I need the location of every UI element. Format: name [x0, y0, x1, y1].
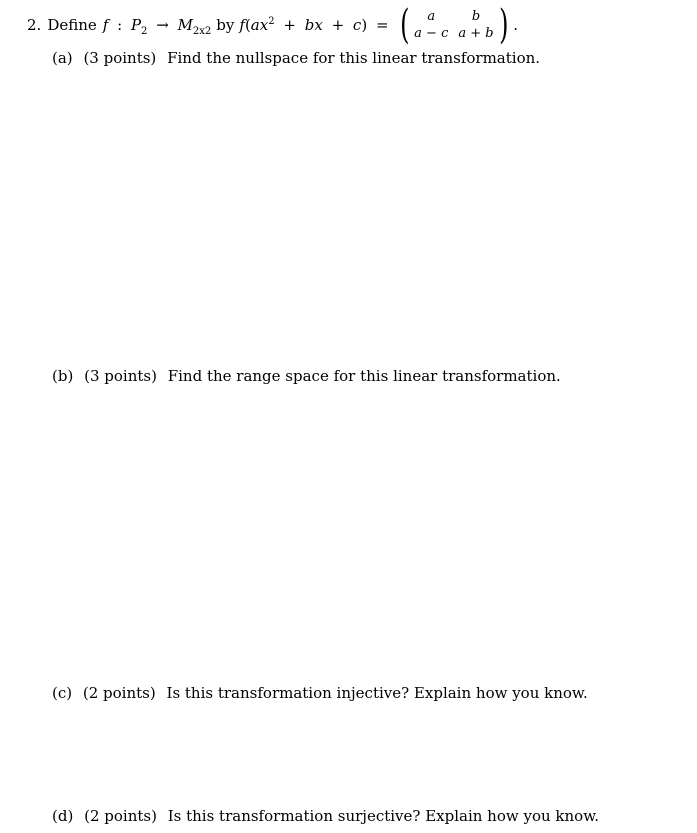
matrix-cell-22: a + b — [458, 26, 494, 41]
matrix — [397, 2, 512, 48]
function-symbol: f — [102, 16, 109, 34]
part-c-text: Is this transformation injective? Explain how you know. — [166, 684, 588, 702]
part-d-points: (2 points) — [84, 807, 157, 825]
colon-symbol: : — [117, 16, 123, 34]
function-signature — [102, 16, 212, 37]
open-paren: ( — [244, 16, 251, 34]
codomain-symbol: M — [177, 16, 193, 34]
part-a-label: (a) — [52, 49, 73, 67]
codomain-subscript: 2x2 — [192, 26, 212, 37]
matrix-cell-21: a − c — [414, 26, 449, 41]
problem-number: 2. — [27, 16, 42, 34]
matrix-left-bracket: ( — [399, 2, 410, 48]
part-b-text: Find the range space for this linear transformation. — [167, 367, 561, 385]
part-b-label: (b) — [52, 367, 74, 385]
exponent: 2 — [268, 16, 275, 27]
function-applied: f — [239, 16, 245, 34]
by-word: by — [216, 16, 235, 34]
part-d-text: Is this transformation surjective? Explain how you know. — [167, 807, 600, 825]
part-a — [52, 49, 540, 67]
term-ax: ax — [250, 16, 269, 34]
part-a-text: Find the nullspace for this linear transformation. — [167, 49, 541, 67]
matrix-grid — [414, 9, 493, 41]
matrix-right-bracket: ) — [498, 2, 509, 48]
plus-two: + — [331, 16, 345, 34]
problem-statement — [27, 2, 518, 48]
period: . — [513, 16, 518, 34]
part-c-points: (2 points) — [82, 684, 156, 702]
part-b — [52, 367, 561, 385]
part-c — [52, 684, 588, 702]
term-bx: bx — [304, 16, 323, 34]
part-d — [52, 807, 599, 825]
part-c-label: (c) — [52, 684, 73, 702]
part-a-points: (3 points) — [83, 49, 157, 67]
matrix-cell-11: a — [427, 9, 436, 24]
part-d-label: (d) — [52, 807, 74, 825]
plus-one: + — [283, 16, 296, 34]
function-definition — [239, 16, 392, 34]
domain-subscript: 2 — [141, 26, 148, 37]
equals-symbol: = — [375, 16, 389, 34]
matrix-cell-12: b — [471, 9, 481, 24]
part-b-points: (3 points) — [84, 367, 157, 385]
arrow-symbol: → — [156, 16, 169, 34]
define-word: Define — [47, 16, 97, 34]
close-paren: ) — [361, 16, 368, 34]
domain-symbol: P — [130, 16, 142, 34]
term-c: c — [352, 16, 362, 34]
